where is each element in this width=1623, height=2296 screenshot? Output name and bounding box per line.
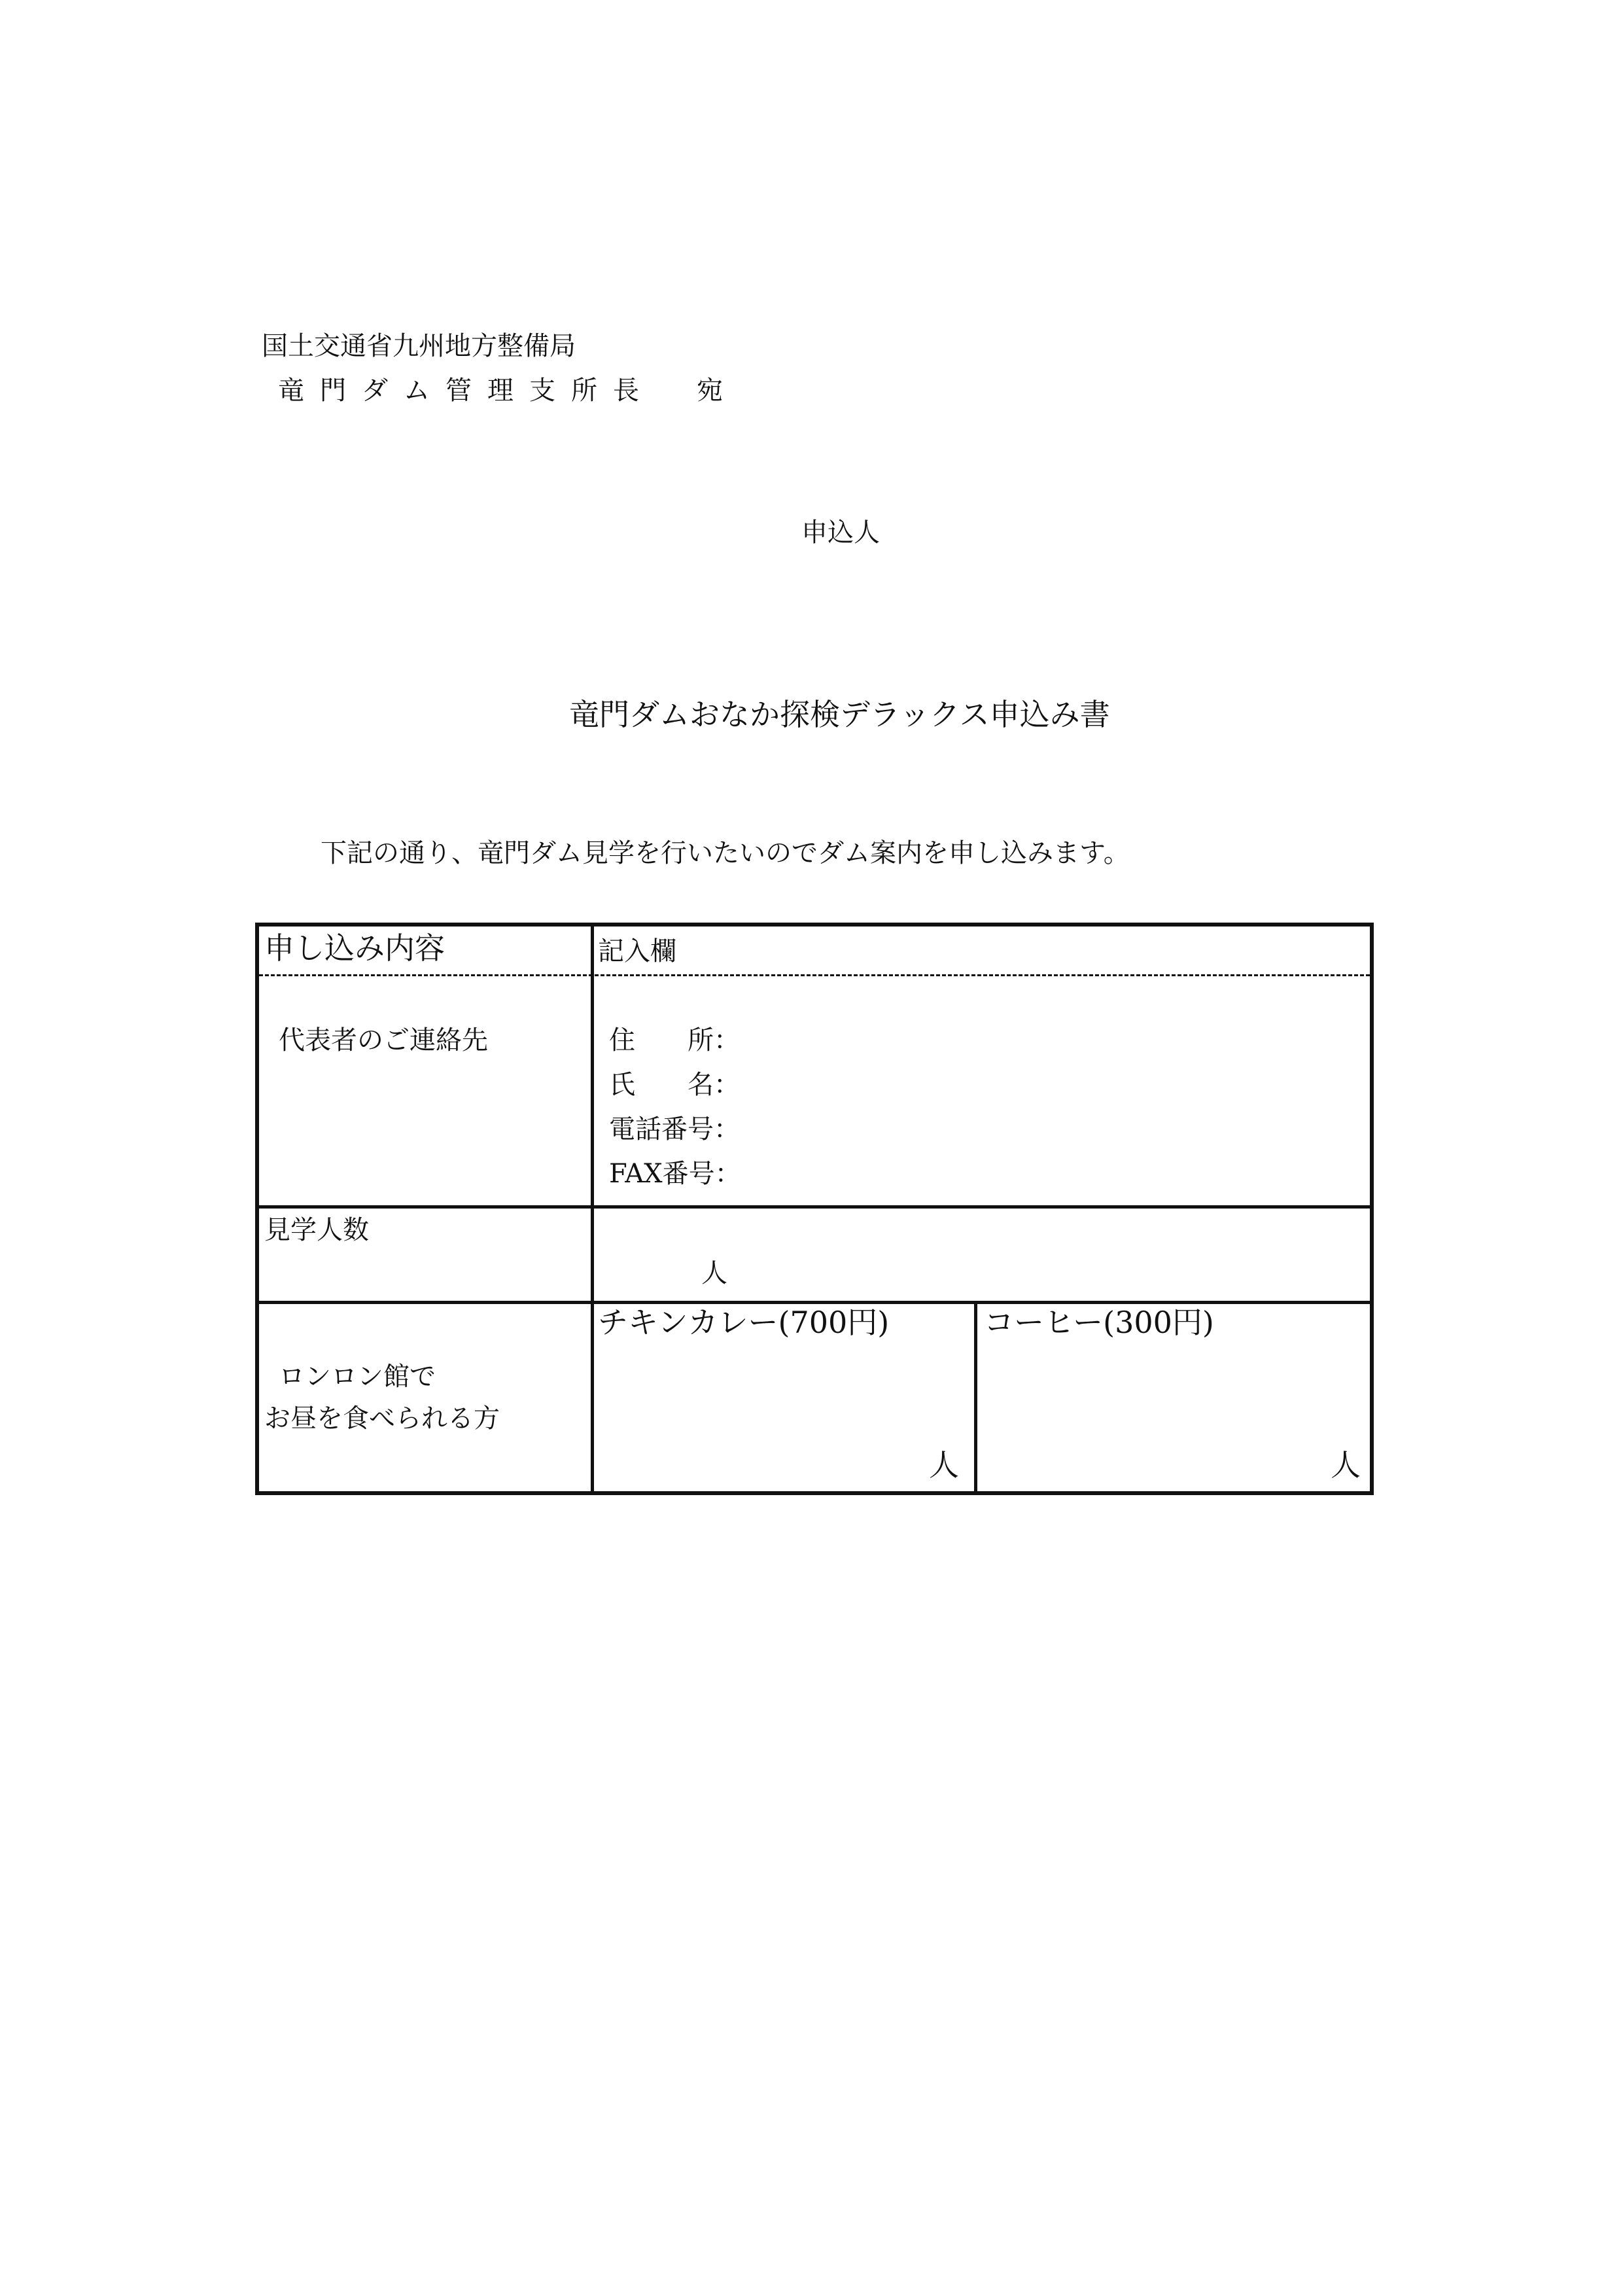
col-header-content: 申し込み内容 — [264, 930, 445, 966]
name-label: 氏 名： — [609, 1070, 740, 1100]
curry-unit: 人 — [929, 1447, 959, 1483]
document-title: 竜門ダムおなか探検デラックス申込み書 — [569, 697, 1110, 732]
address-label: 住 所： — [609, 1025, 740, 1055]
col-header-entry: 記入欄 — [598, 936, 676, 966]
addressee-name: 竜門ダム管理支所長 宛 — [278, 376, 739, 406]
coffee-label: コーヒー(300円) — [984, 1305, 1214, 1340]
curry-label: チキンカレー(700円) — [598, 1305, 890, 1340]
visitors-label: 見学人数 — [264, 1215, 369, 1245]
contact-label: 代表者のご連絡先 — [279, 1025, 488, 1055]
row-divider-1 — [259, 1205, 1370, 1209]
application-form-table — [255, 923, 1374, 1495]
row-divider-2 — [259, 1301, 1370, 1304]
column-divider — [591, 927, 594, 1491]
coffee-unit: 人 — [1331, 1447, 1361, 1483]
fax-label: FAX番号： — [609, 1159, 741, 1189]
header-dashed-divider — [259, 974, 1370, 976]
lunch-label-line2: お昼を食べられる方 — [264, 1404, 500, 1434]
visitors-unit: 人 — [701, 1258, 727, 1288]
lunch-label-line1: ロンロン館で — [279, 1362, 436, 1392]
addressee-org: 国土交通省九州地方整備局 — [262, 331, 576, 361]
phone-label: 電話番号： — [609, 1114, 740, 1144]
lunch-column-divider — [974, 1304, 977, 1491]
intro-text: 下記の通り、竜門ダム見学を行いたいのでダム案内を申し込みます。 — [321, 838, 1130, 868]
applicant-label: 申込人 — [801, 518, 880, 548]
